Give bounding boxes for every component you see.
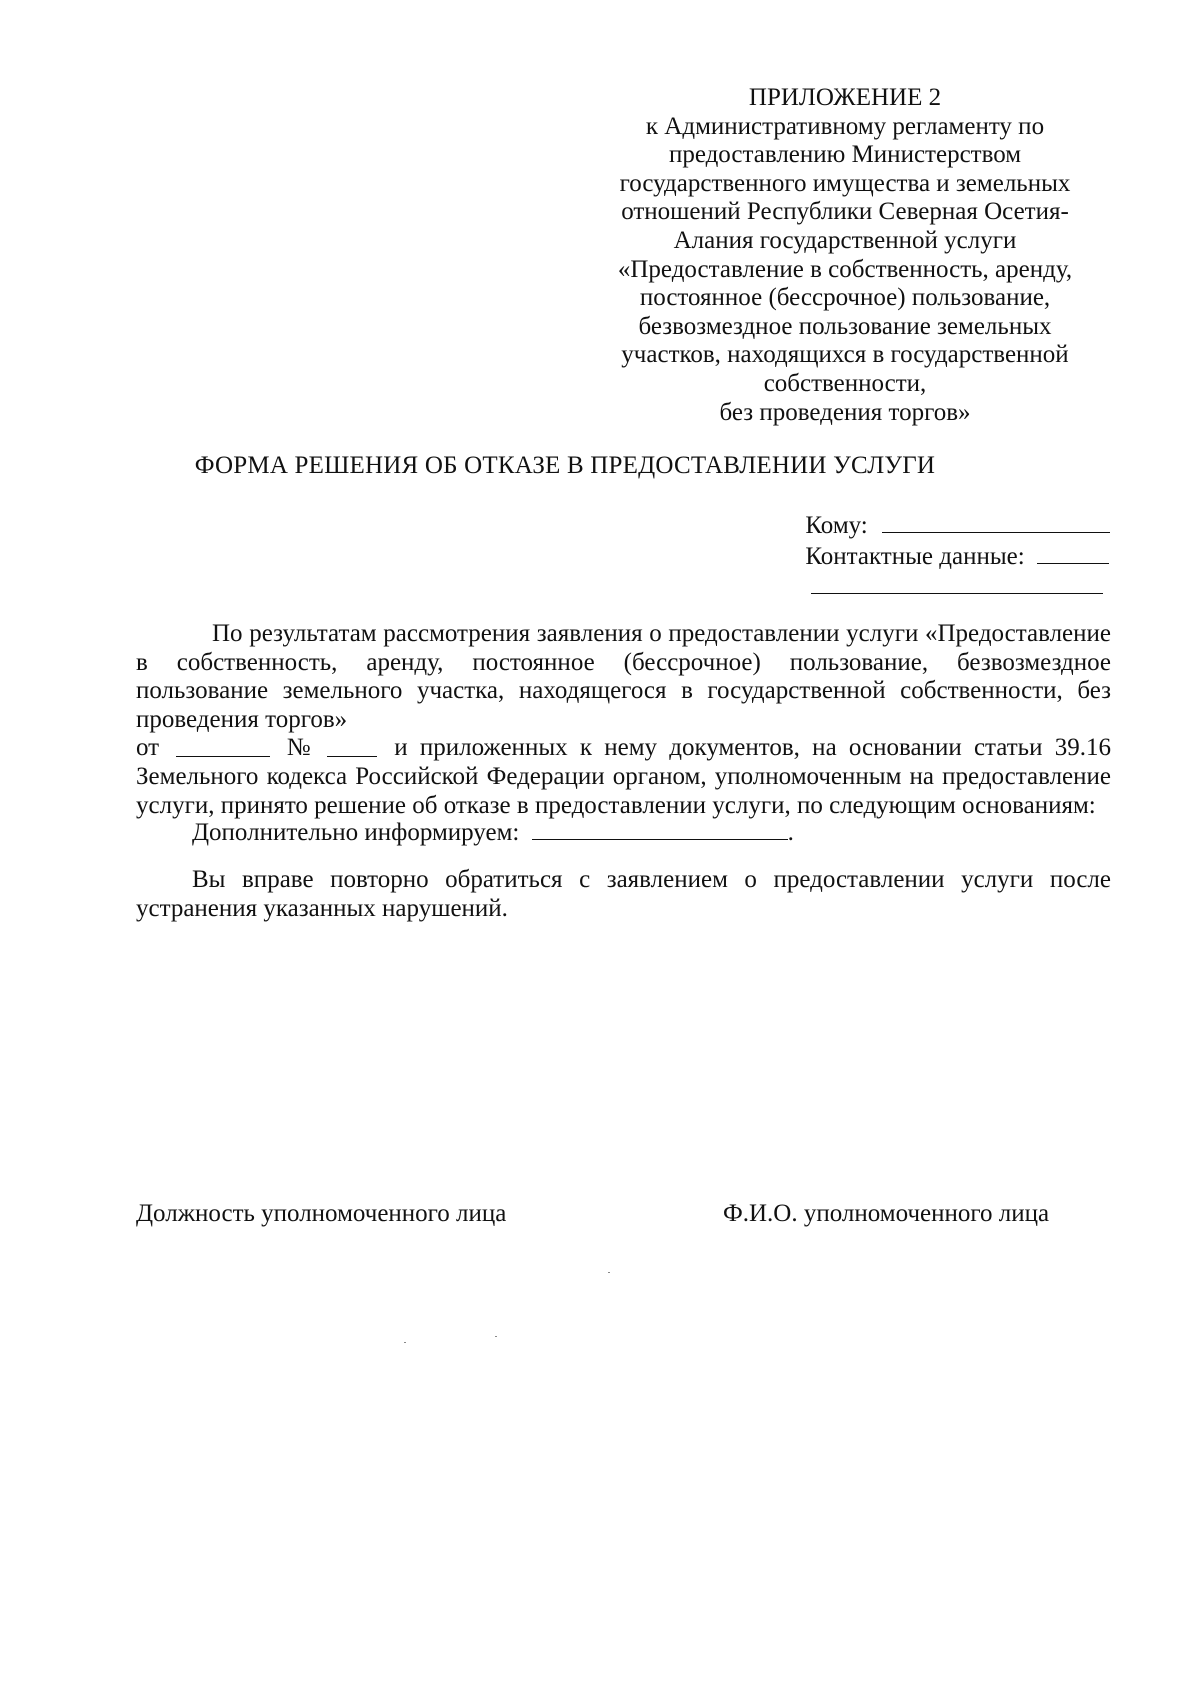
from-word: от <box>136 734 160 762</box>
appendix-line: отношений Республики Северная Осетия- <box>621 198 1069 226</box>
additional-info-end: . <box>787 819 794 846</box>
appendix-line: безвозмездное пользование земельных <box>638 312 1052 340</box>
appendix-line: к Административному регламенту по <box>645 112 1045 140</box>
appendix-line: постоянное (бессрочное) пользование, <box>639 284 1051 312</box>
recipient-to-row <box>805 510 1110 541</box>
appendix-line: предоставлению Министерством <box>668 141 1022 169</box>
official-position-label: Должность уполномоченного лица <box>136 1200 507 1227</box>
scan-speck <box>495 1336 497 1337</box>
additional-info-line <box>192 817 794 847</box>
additional-info-field[interactable] <box>532 817 788 840</box>
recipient-contacts-row <box>805 541 1110 572</box>
application-number-field[interactable] <box>327 734 377 757</box>
application-ref-line <box>136 734 1111 763</box>
recipient-to-label: Кому: <box>805 512 868 539</box>
official-name-label: Ф.И.О. уполномоченного лица <box>723 1200 1050 1227</box>
appendix-header <box>600 84 1090 427</box>
reapply-paragraph: Вы вправе повторно обратиться с заявлением о предоставлении услуги после устранения указанных нарушений. <box>136 866 1111 922</box>
decision-line: Земельного кодекса Российской Федерации органом, уполномоченным на предоставление <box>136 762 1111 790</box>
application-date-field[interactable] <box>176 734 270 757</box>
decision-line: и приложенных к нему документов, на основании статьи 39.16 <box>394 734 1111 762</box>
number-sign: № <box>286 734 311 762</box>
recipient-block <box>805 510 1110 602</box>
scan-speck <box>404 1342 406 1343</box>
form-title: ФОРМА РЕШЕНИЯ ОБ ОТКАЗЕ В ПРЕДОСТАВЛЕНИИ УСЛУГИ <box>194 452 936 479</box>
recipient-contacts-field[interactable] <box>1037 541 1109 564</box>
appendix-line: без проведения торгов» <box>719 398 971 426</box>
additional-info-label: Дополнительно информируем: <box>192 819 520 846</box>
decision-line: собственность, аренду, постоянное (бессрочное) пользование, безвозмездное пользование <box>136 648 1112 705</box>
decision-paragraph <box>136 620 1111 820</box>
appendix-line: Алания государственной услуги <box>673 226 1017 254</box>
appendix-line: государственного имущества и земельных <box>619 169 1071 197</box>
decision-line: земельного участка, находящегося в государственной собственности, без проведения торгов» <box>136 677 1111 733</box>
scan-speck <box>608 1272 610 1273</box>
appendix-line: ПРИЛОЖЕНИЕ 2 <box>748 84 942 111</box>
appendix-line: участков, находящихся в государственной <box>621 341 1069 369</box>
recipient-contacts-field-2[interactable] <box>811 581 1103 594</box>
recipient-contacts-label: Контактные данные: <box>805 543 1025 570</box>
recipient-to-field[interactable] <box>882 510 1110 533</box>
appendix-line: собственности, <box>763 369 927 397</box>
recipient-contacts-row-2 <box>805 572 1110 602</box>
decision-line: услуги, принято решение об отказе в предоставлении услуги, по следующим основаниям: <box>136 791 1096 819</box>
decision-line: По результатам рассмотрения заявления о предоставлении услуги «Предоставление в <box>136 620 1111 676</box>
appendix-line: «Предоставление в собственность, аренду, <box>617 255 1073 283</box>
